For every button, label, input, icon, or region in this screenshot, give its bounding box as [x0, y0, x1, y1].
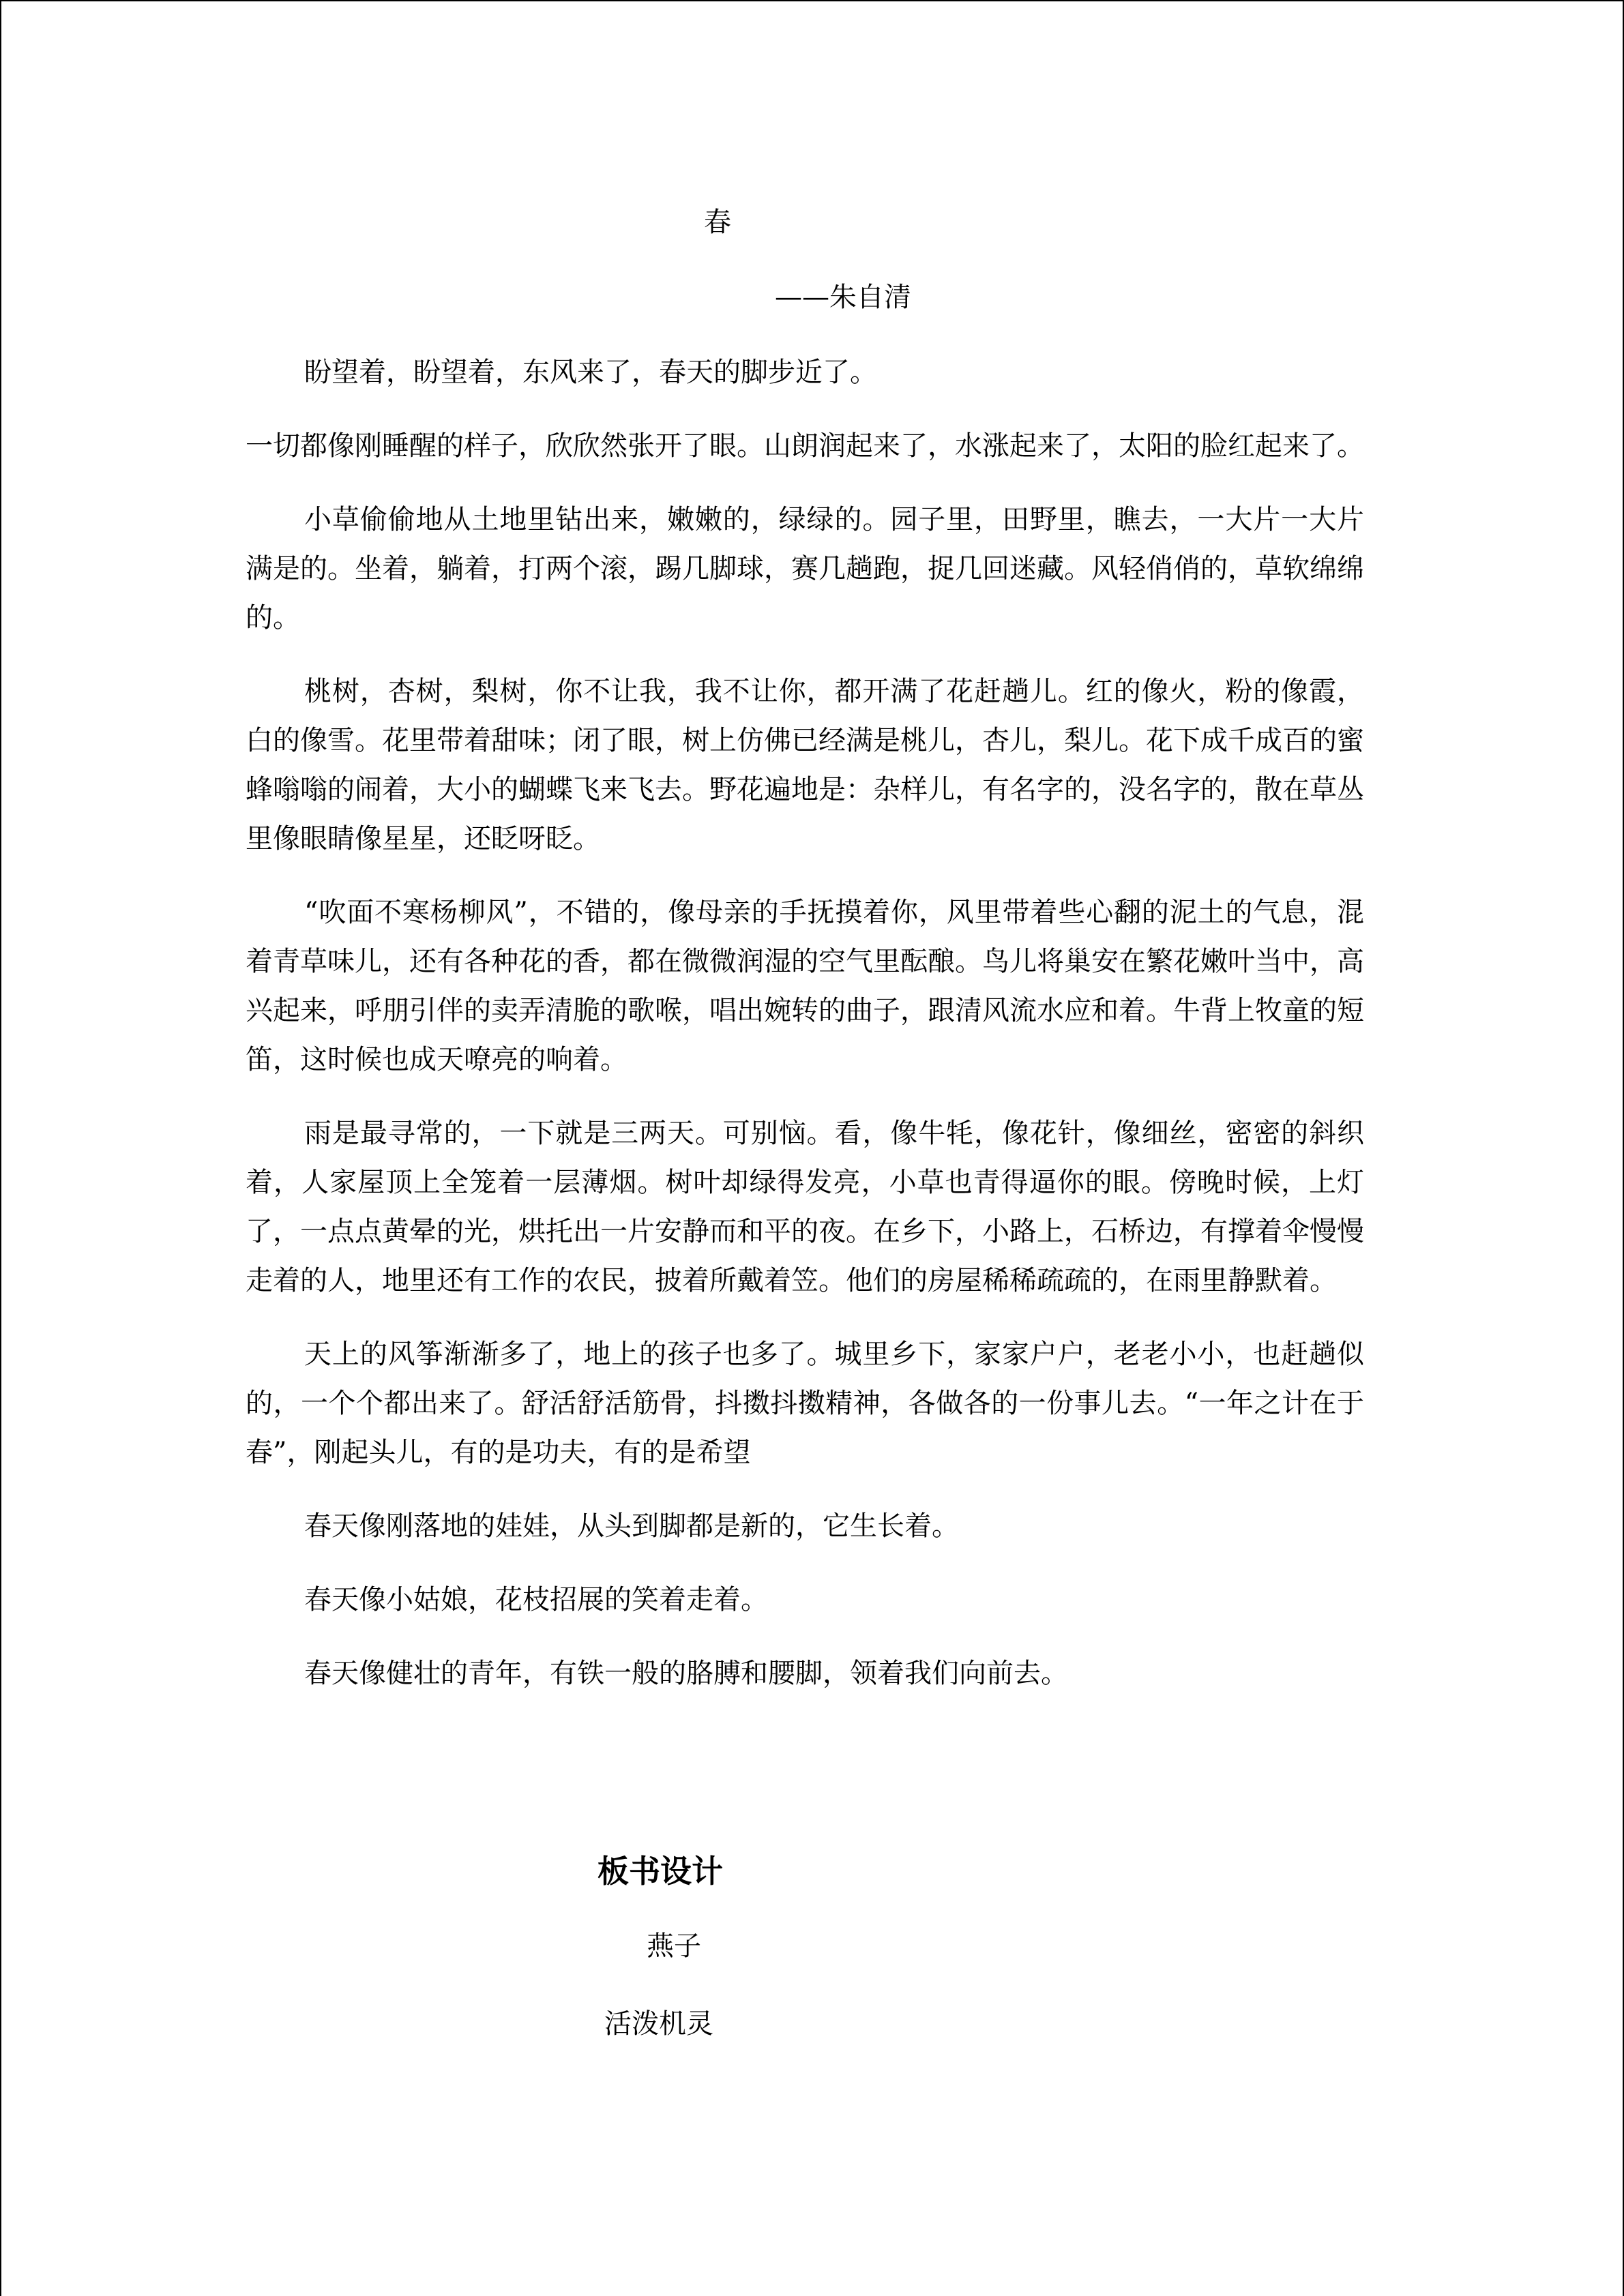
essay-title: 春 [704, 207, 731, 238]
paragraph-5: “吹面不寒杨柳风”，不错的，像母亲的手抚摸着你，风里带着些心翻的泥土的气息，混着青草味儿，还有各种花的香，都在微微润湿的空气里酝酿。鸟儿将巢安在繁花嫩叶当中，高兴起来，呼朋引伴的卖弄清脆的歌喉，唱出婉转的曲子，跟清风流水应和着。牛背上牧童的短笛，这时候也成天嘹亮的响着。 [246, 897, 1364, 1075]
paragraph-8: 春天像刚落地的娃娃，从头到脚都是新的，它生长着。 [304, 1510, 959, 1542]
paragraph-9: 春天像小姑娘，花枝招展的笑着走着。 [304, 1584, 768, 1615]
paragraph-2: 一切都像刚睡醒的样子，欣欣然张开了眼。山朗润起来了，水涨起来了，太阳的脸红起来了。 [246, 430, 1364, 462]
paragraph-10: 春天像健壮的青年，有铁一般的胳膊和腰脚，领着我们向前去。 [304, 1658, 1068, 1689]
essay-body [246, 348, 1364, 1723]
board-item-lively: 活泼机灵 [604, 2008, 713, 2040]
essay-author: ——朱自清 [775, 282, 911, 313]
page-border-top [0, 0, 1624, 1]
paragraph-6: 雨是最寻常的，一下就是三两天。可别恼。看，像牛牦，像花针，像细丝，密密的斜织着，人家屋顶上全笼着一层薄烟。树叶却绿得发亮，小草也青得逼你的眼。傍晚时候，上灯了，一点点黄晕的光，烘托出一片安静而和平的夜。在乡下，小路上，石桥边，有撑着伞慢慢走着的人，地里还有工作的农民，披着所戴着笠。他们的房屋稀稀疏疏的，在雨里静默着。 [246, 1118, 1364, 1296]
paragraph-4: 桃树，杏树，梨树，你不让我，我不让你，都开满了花赶趟儿。红的像火，粉的像霞，白的像雪。花里带着甜味；闭了眼，树上仿佛已经满是桃儿，杏儿，梨儿。花下成千成百的蜜蜂嗡嗡的闹着，大小的蝴蝶飞来飞去。野花遍地是：杂样儿，有名字的，没名字的，散在草丛里像眼睛像星星，还眨呀眨。 [246, 676, 1364, 854]
paragraph-7: 天上的风筝渐渐多了，地上的孩子也多了。城里乡下，家家户户，老老小小，也赶趟似的，一个个都出来了。舒活舒活筋骨，抖擞抖擞精神，各做各的一份事儿去。“一年之计在于春”，刚起头儿，有的是功夫，有的是希望 [246, 1339, 1364, 1468]
page-border-left [0, 0, 1, 2296]
board-item-swallow: 燕子 [647, 1930, 701, 1962]
board-design-heading: 板书设计 [597, 1853, 723, 1890]
paragraph-1: 盼望着，盼望着，东风来了，春天的脚步近了。 [304, 357, 877, 388]
paragraph-3: 小草偷偷地从土地里钻出来，嫩嫩的，绿绿的。园子里，田野里，瞧去，一大片一大片满是的。坐着，躺着，打两个滚，踢几脚球，赛几趟跑，捉几回迷藏。风轻俏俏的，草软绵绵的。 [246, 504, 1364, 633]
